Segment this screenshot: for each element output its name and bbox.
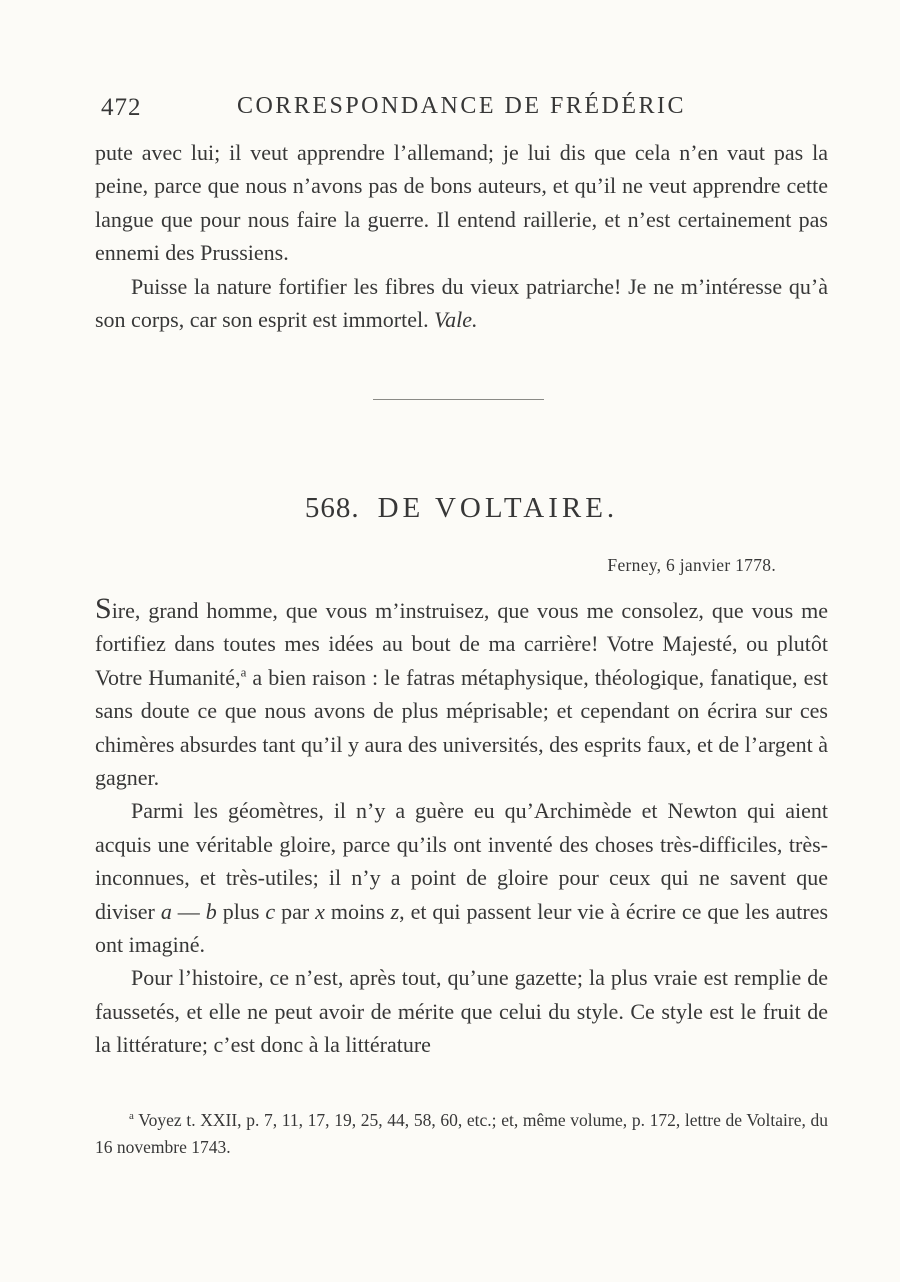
- math-var-c: c: [265, 898, 276, 924]
- para1-text-b: a bien raison : le fatras métaphysique, théologique, fanatique, est sans doute ce que nous avons de plus méprisable; et cependant on écrira sur ces chimères absurdes tant qu’il y aura des universités, des esprits faux, et de l’argent à gagner.: [95, 664, 829, 791]
- continuation-paragraph: pute avec lui; il veut apprendre l’allemand; je lui dis que cela n’en vaut pas la peine, parce que nous n’avons pas de bons auteurs, et qu’il ne veut apprendre cette langue que pour nous faire la guerre. Il entend raillerie, et n’est certainement pas ennemi des Prussiens.: [95, 140, 828, 266]
- page-header: [95, 93, 828, 125]
- section-separator-rule: [373, 399, 544, 400]
- letter-paragraph-3: Pour l’histoire, ce n’est, après tout, qu’une gazette; la plus vraie est remplie de faussetés, et elle ne peut avoir de mérite que celui du style. Ce style est le fruit de la littérature; c’est donc à la littérature: [95, 965, 828, 1058]
- vale-italic: Vale.: [434, 307, 478, 333]
- math-word-par: par: [281, 898, 310, 924]
- para2-text-b: , et qui passent leur vie à écrire ce que les autres ont imaginé.: [95, 898, 829, 958]
- dateline: Ferney, 6 janvier 1778.: [607, 555, 776, 575]
- footnote-marker: a: [129, 1110, 134, 1123]
- initial-capital: S: [95, 592, 112, 625]
- letter-title: DE VOLTAIRE.: [377, 492, 619, 524]
- letter-number: 568.: [304, 492, 360, 524]
- math-word-moins: moins: [330, 898, 385, 924]
- math-word-plus: plus: [222, 898, 260, 924]
- footnote-paragraph: [95, 1107, 828, 1160]
- footnote: [95, 1107, 828, 1160]
- math-var-z: z: [390, 898, 400, 924]
- closing-text: Puisse la nature fortifier les fibres du vieux patriarche! Je ne m’intéresse qu’à son corps, car son esprit est immortel.: [95, 273, 828, 333]
- previous-letter-continuation: [95, 136, 828, 336]
- math-var-a: a: [160, 898, 172, 924]
- footnote-text: Voyez t. XXII, p. 7, 11, 17, 19, 25, 44, 58, 60, etc.; et, même volume, p. 172, lettre de Voltaire, du 16 novembre 1743.: [95, 1110, 828, 1157]
- math-var-b: b: [205, 898, 217, 924]
- math-dash: —: [177, 898, 200, 924]
- para2-text-a: Parmi les géomètres, il n’y a guère eu qu’Archimède et Newton qui aient acquis une véritable gloire, parce qu’ils ont inventé des choses très-difficiles, très-inconnues, et très-utiles; il n’y a point de gloire pour ceux qui ne savent que diviser: [95, 798, 828, 924]
- page-number: 472: [101, 94, 142, 121]
- running-title: CORRESPONDANCE DE FRÉDÉRIC: [236, 93, 687, 119]
- math-var-x: x: [315, 898, 325, 924]
- letter-heading: [95, 492, 828, 525]
- closing-paragraph: [95, 270, 828, 337]
- para1-text-a: ire, grand homme, que vous m’instruisez, que vous me consolez, que vous me fortifiez dans toutes mes idées au bout de ma carrière! Votre Majesté, ou plutôt Votre Humanité,: [95, 598, 828, 690]
- letter-paragraph-2: [95, 794, 828, 961]
- letter-paragraph-1: [95, 594, 828, 794]
- footnote-reference-a: a: [240, 664, 247, 680]
- letter-body: [95, 594, 828, 1062]
